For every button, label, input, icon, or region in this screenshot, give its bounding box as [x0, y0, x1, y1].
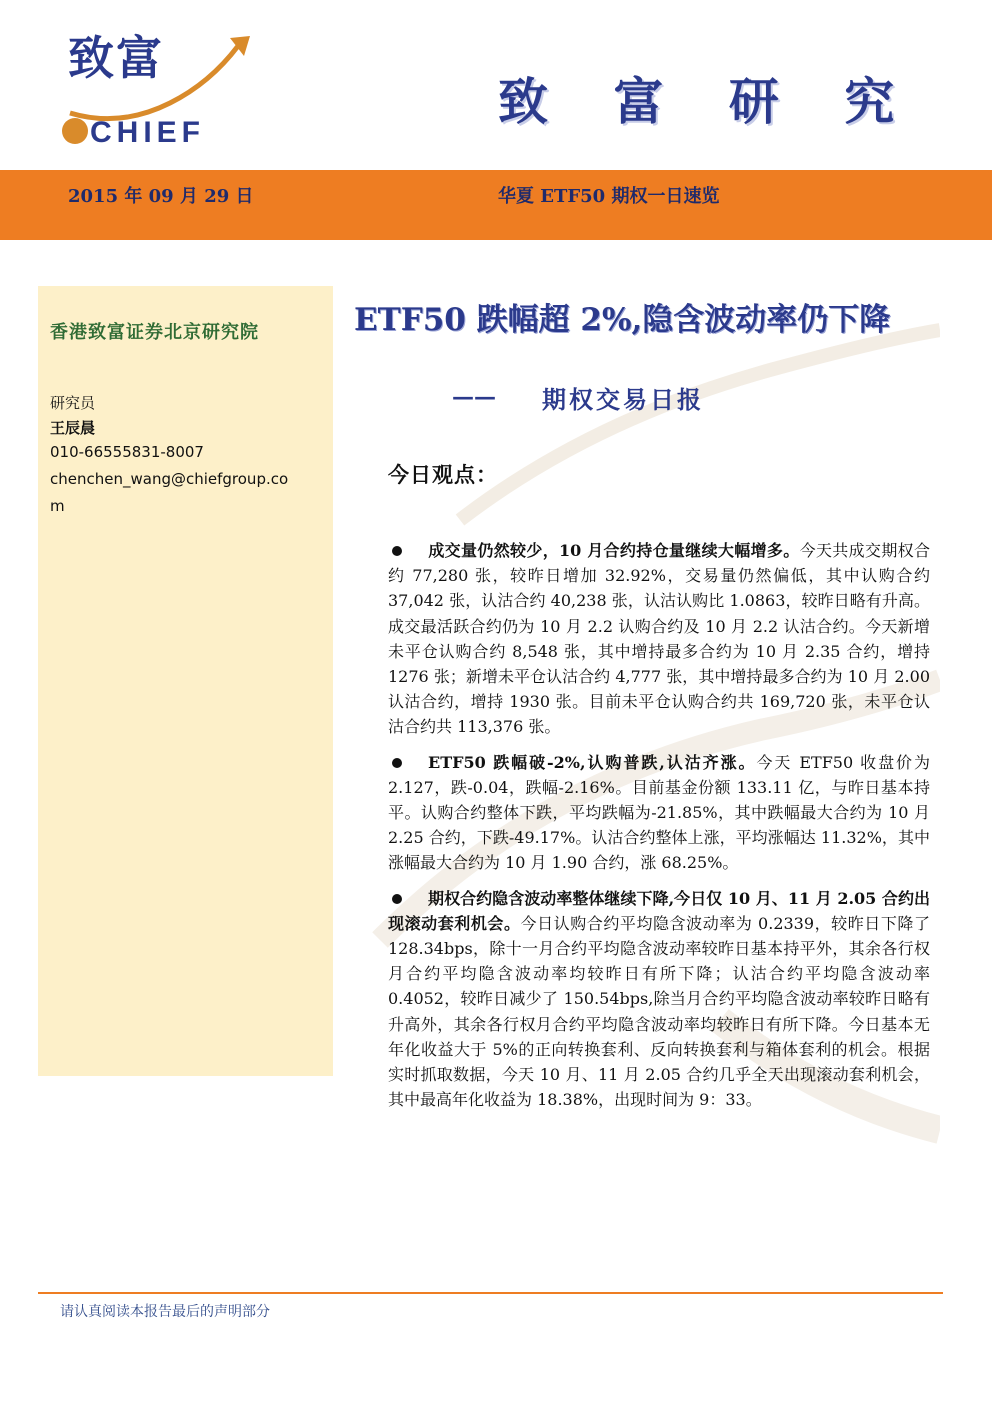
key-point-heading: 期权合约隐含波动率整体继续下降,今日仅 10 月、11 月 2.05 合约出现滚动套利机会。 — [388, 888, 930, 933]
key-point — [388, 886, 930, 1113]
report-date: 2015 年 09 月 29 日 — [68, 186, 254, 207]
key-point-body: 今天 ETF50 收盘价为 2.127，跌-0.04，跌幅-2.16%。目前基金份额 133.11 亿，与昨日基本持平。认购合约整体下跌，平均跌幅为-21.85%，其中跌幅最大合约为 10 月 2.25 合约，下跌-49.17%。认沽合约整体上涨，平均涨幅达 11.32%，其中涨幅最大合约为 10 月 1.90 合约，涨 68.25%。 — [388, 752, 930, 873]
subtitle-dash: —— — [452, 384, 496, 410]
institution-name: 香港致富证券北京研究院 — [50, 322, 259, 343]
bullet-icon — [392, 758, 402, 768]
bullet-icon — [392, 894, 402, 904]
key-point-heading: ETF50 跌幅破-2%,认购普跌,认沽齐涨。 — [428, 752, 757, 772]
band-title: 华夏 ETF50 期权一日速览 — [498, 186, 720, 207]
key-points — [388, 538, 930, 1122]
analyst-email-wrap[interactable]: m — [50, 497, 65, 515]
key-point-body: 今天共成交期权合约 77,280 张，较昨日增加 32.92%，交易量仍然偏低，其中认购合约 37,042 张，认沽合约 40,238 张，认沽认购比 1.0863，较昨日略有升高。成交最活跃合约仍为 10 月 2.2 认购合约及 10 月 2.2 认沽合约。今天新增未平仓认购合约 8,548 张，其中增持最多合约为 10 月 2.35 合约，增持 1276 张；新增未平仓认沽合约 4,777 张，其中增持最多合约为 10 月 2.00 认沽合约，增持 1930 张。目前未平仓认购合约共 169,720 张，未平仓认沽合约共 113,376 张。 — [388, 541, 930, 737]
logo-chinese-text: 致富 — [68, 31, 164, 85]
report-subtitle: 期权交易日报 — [542, 385, 704, 414]
report-title: ETF50 跌幅超 2%,隐含波动率仍下降 — [354, 302, 891, 338]
key-point — [388, 750, 930, 876]
key-point-body: 今日认购合约平均隐含波动率为 0.2339，较昨日下降了 128.34bps，除十一月合约平均隐含波动率较昨日基本持平外，其余各行权月合约平均隐含波动率均较昨日有所下降；认沽合约平均隐含波动率 0.4052，较昨日减少了 150.54bps,除当月合约平均隐含波动率较昨日略有升高外，其余各行权月合约平均隐含波动率均较昨日有所下降。今日基本无年化收益大于 5%的正向转换套利、反向转换套利与箱体套利的机会。根据实时抓取数据，今天 10 月、11 月 2.05 合约几乎全天出现滚动套利机会，其中最高年化收益为 18.38%，出现时间为 9：33。 — [388, 913, 930, 1110]
key-point-heading: 成交量仍然较少，10 月合约持仓量继续大幅增多。 — [428, 541, 800, 560]
header-band — [0, 170, 992, 240]
footer-divider — [38, 1292, 943, 1294]
analyst-role: 研究员 — [50, 394, 96, 412]
analyst-email[interactable]: chenchen_wang@chiefgroup.co — [50, 470, 289, 488]
company-logo — [60, 18, 260, 158]
section-heading: 今日观点： — [388, 462, 498, 487]
key-point — [388, 538, 930, 740]
bullet-icon — [392, 546, 402, 556]
analyst-phone: 010-66555831-8007 — [50, 443, 204, 461]
sidebar — [38, 286, 333, 1076]
report-brand-title: 致 富 研 究 — [498, 72, 919, 131]
analyst-name: 王辰晨 — [50, 419, 96, 437]
logo-english-text: CHIEF — [90, 116, 205, 149]
logo-mark-icon — [62, 118, 88, 144]
footer-disclaimer: 请认真阅读本报告最后的声明部分 — [60, 1304, 270, 1320]
